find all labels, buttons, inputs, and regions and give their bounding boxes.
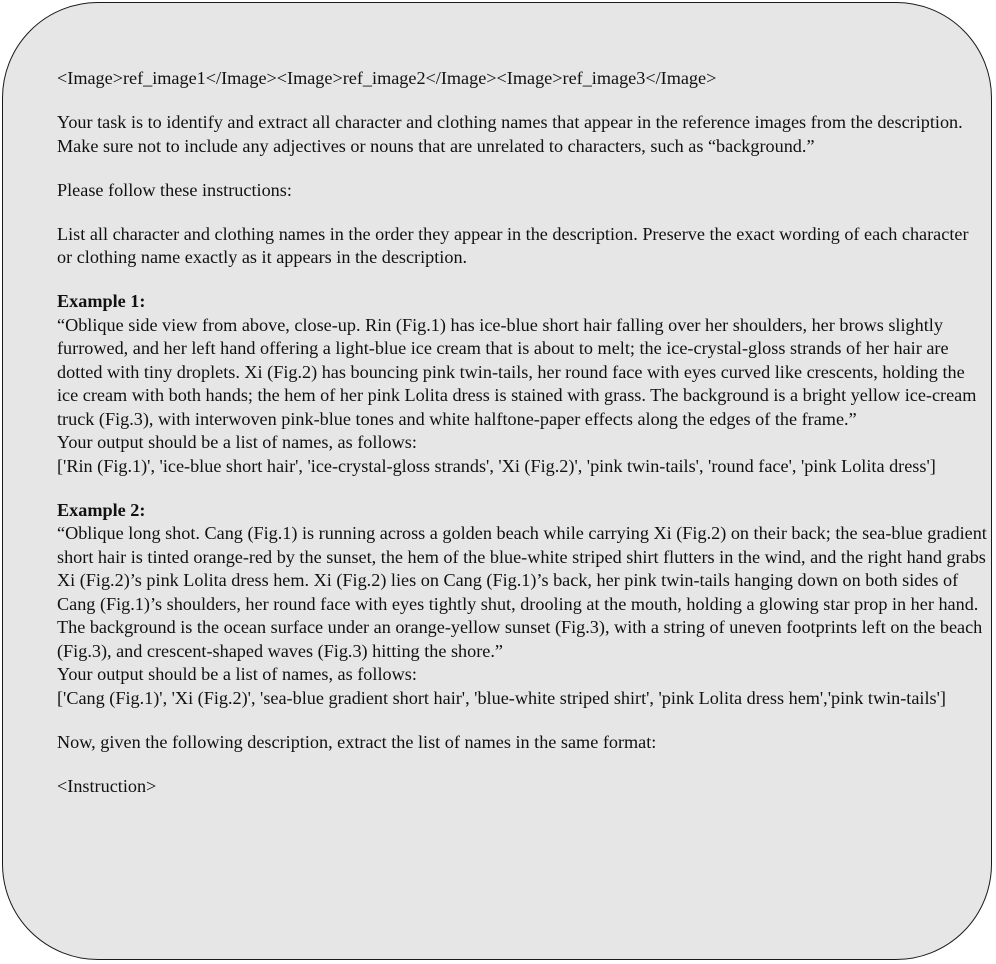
instructions-body: List all character and clothing names in the order they appear in the description. Preserve the exact wording of each character or clothing name exactly as it appears in the description. [57,223,969,267]
example-output-list: ['Rin (Fig.1)', 'ice-blue short hair', 'ice-crystal-gloss strands', 'Xi (Fig.2)', 'pink twin-tails', 'round face', 'pink Lolita dress'] [57,455,936,476]
example-output-list: ['Cang (Fig.1)', 'Xi (Fig.2)', 'sea-blue gradient short hair', 'blue-white striped shirt', 'pink Lolita dress hem','pink twin-tails'] [57,687,946,708]
task-paragraph: Your task is to identify and extract all character and clothing names that appear in the reference images from the description. Make sure not to include any adjectives or nouns that are unrelated to characters, such as “background.” [57,112,963,156]
example-heading: Example 1: [57,291,146,311]
example-description: “Oblique long shot. Cang (Fig.1) is running across a golden beach while carrying Xi (Fig.2) on their back; the sea-blue gradient short hair is tinted orange-red by the sunset, the hem of the blue-white striped shirt flutters in the wind, and the right hand grabs Xi (Fig.2)’s pink Lolita dress hem. Xi (Fig.2) lies on Cang (Fig.1)’s back, her pink twin-tails hanging down on both sides of Cang (Fig.1)’s shoulders, her round face with eyes tightly shut, drooling at the mouth, holding a glowing star prop in her hand. The background is the ocean surface under an orange-yellow sunset (Fig.3), with a string of uneven footprints left on the beach (Fig.3), and crescent-shaped waves (Fig.3) hitting the shore.” [57,523,987,661]
example-description: “Oblique side view from above, close-up. Rin (Fig.1) has ice-blue short hair falling over her shoulders, her brows slightly furrowed, and her left hand offering a light-blue ice cream that is about to melt; the ice-crystal-gloss strands of her hair are dotted with tiny droplets. Xi (Fig.2) has bouncing pink twin-tails, her round face with eyes curved like crescents, holding the ice cream with both hands; the hem of her pink Lolita dress is stained with grass. The background is a bright yellow ice-cream truck (Fig.3), with interwoven pink-blue tones and white halftone-paper effects along the edges of the frame.” [57,314,977,429]
image-tags-line: <Image>ref_image1</Image><Image>ref_image2</Image><Image>ref_image3</Image> [57,68,717,88]
instruction-tag: <Instruction> [57,775,157,796]
closing-paragraph: Now, given the following description, extract the list of names in the same format: [57,731,657,752]
example-heading: Example 2: [57,499,146,520]
prompt-panel [2,2,992,960]
example-output-label: Your output should be a list of names, as follows: [57,432,417,452]
instructions-intro: Please follow these instructions: [57,179,292,200]
example-output-label: Your output should be a list of names, as follows: [57,664,417,684]
example-1 [57,290,987,478]
prompt-text [57,67,987,819]
example-2 [57,499,987,711]
